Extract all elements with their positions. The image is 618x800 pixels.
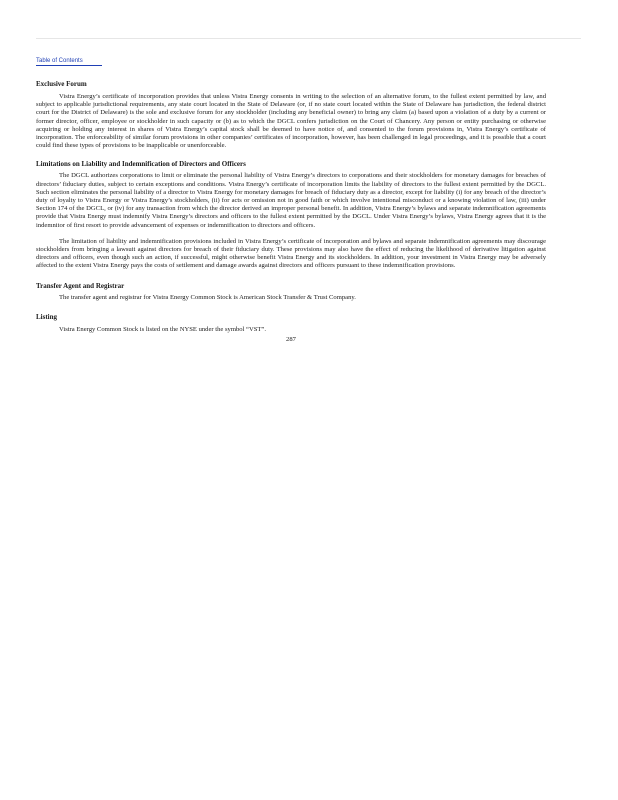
table-of-contents-link[interactable]: Table of Contents bbox=[36, 58, 102, 66]
limitations-paragraph-2: The limitation of liability and indemnification provisions included in Vistra Energy’s certificate of incorporation and bylaws and separate indemnification agreements may discourage stockholders from bringing a lawsuit against directors for breach of their fiduciary duty. These provisions may also have the effect of reducing the likelihood of derivative litigation against directors and officers, even though such an action, if successful, might otherwise benefit Vistra Energy and its stockholders. In addition, your investment in Vistra Energy may be adversely affected to the extent Vistra Energy pays the costs of settlement and damage awards against directors and officers pursuant to these indemnification provisions. bbox=[36, 237, 546, 270]
transfer-agent-heading: Transfer Agent and Registrar bbox=[36, 281, 125, 290]
page-number: 287 bbox=[286, 336, 296, 344]
top-divider bbox=[36, 38, 581, 39]
exclusive-forum-paragraph: Vistra Energy’s certificate of incorporation provides that unless Vistra Energy consents in writing to the selection of an alternative forum, to the fullest extent permitted by law, and subject to applicable jurisdictional requirements, any state court located in the State of Delaware (or, if no state court located within the State of Delaware has jurisdiction, the federal district court for the District of Delaware) is the sole and exclusive forum for any stockholder (including any beneficial owner) to bring any claim (a) based upon a violation of a duty by a current or former director, officer, employee or stockholder in such capacity or (b) as to which the DGCL confers jurisdiction on the Court of Chancery. Any person or entity purchasing or otherwise acquiring or holding any interest in shares of Vistra Energy’s capital stock shall be deemed to have notice of, and consented to the forum provisions in, Vistra Energy’s certificate of incorporation. The enforceability of similar forum provisions in other companies’ certificates of incorporation, however, has been challenged in legal proceedings, and it is possible that a court could find these types of provisions to be inapplicable or unenforceable. bbox=[36, 93, 546, 150]
limitations-paragraph-1: The DGCL authorizes corporations to limit or eliminate the personal liability of Vistra Energy’s directors to corporations and their stockholders for monetary damages for breaches of directors’ fiduciary duties, subject to certain exceptions and conditions. Vistra Energy’s certificate of incorporation limits the liability of directors to the fullest extent permitted by the DGCL. Such section eliminates the personal liability of a director to Vistra Energy for monetary damages for breach of fiduciary duty as a director, except for liability (i) for any breach of the director’s duty of loyalty to Vistra Energy or Vistra Energy’s stockholders, (ii) for acts or omission not in good faith or which involve intentional misconduct or a knowing violation of law, (iii) under Section 174 of the DGCL, or (iv) for any transaction from which the director derived an improper personal benefit. In addition, Vistra Energy’s bylaws and separate indemnification agreements provide that Vistra Energy must indemnify Vistra Energy’s directors and officers to the fullest extent permitted by the DGCL. Under Vistra Energy’s bylaws, Vistra Energy agrees that it is the indemnitor of first resort to provide advancement of expenses or indemnification to directors and officers. bbox=[36, 172, 546, 229]
limitations-heading: Limitations on Liability and Indemnification of Directors and Officers bbox=[36, 160, 246, 169]
transfer-agent-paragraph: The transfer agent and registrar for Vistra Energy Common Stock is American Stock Transfer & Trust Company. bbox=[59, 293, 356, 301]
document-page bbox=[36, 49, 546, 344]
exclusive-forum-heading: Exclusive Forum bbox=[36, 80, 87, 88]
listing-paragraph: Vistra Energy Common Stock is listed on the NYSE under the symbol “VST”. bbox=[59, 325, 266, 333]
listing-heading: Listing bbox=[36, 312, 58, 321]
